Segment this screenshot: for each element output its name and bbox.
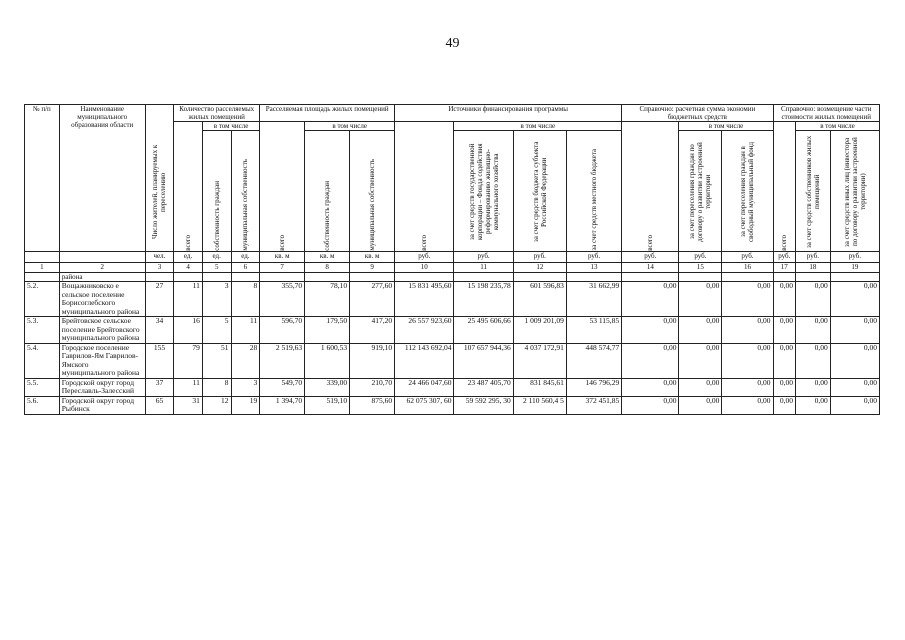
value-cell: 0,00 [773,396,795,414]
value-cell: 0,00 [722,378,773,396]
value-cell: 0,00 [722,343,773,378]
value-cell: 8 [231,282,260,317]
units-row [25,252,880,263]
value-cell: 53 115,85 [566,317,621,344]
col-number: 8 [305,263,350,273]
col-number: 10 [395,263,454,273]
header-comp-total: всего [773,122,795,252]
unit-cell: кв. м [350,252,395,263]
page-number: 49 [445,36,460,51]
unit-cell: руб. [395,252,454,263]
row-number: 5.6. [25,396,60,414]
municipality-name: Городское поселение Гаврилов-Ям Гаврилов-Ямского муниципального района [59,343,145,378]
header-econ-b: за счет переселения граждан в свободный муниципальный фонд [722,131,773,252]
header-area-total: всего [260,122,305,252]
value-cell: 0,00 [830,396,879,414]
header-area-group: Расселяемая площадь жилых помещений [260,105,395,122]
value-cell: 0,00 [622,396,679,414]
header-count-citizen: собственность граждан [202,131,231,252]
municipality-name: Вощажниковско е сельское поселение Борисоглебского муниципального района [59,282,145,317]
value-cell: 0,00 [679,282,722,317]
unit-cell: ед. [231,252,260,263]
table-row [25,282,880,317]
col-number: 12 [513,263,566,273]
value-cell: 26 557 923,60 [395,317,454,344]
header-econ-incl: в том числе [679,122,773,131]
value-cell: 0,00 [830,282,879,317]
value-cell: 51 [202,343,231,378]
value-cell: 355,70 [260,282,305,317]
header-num: № п/п [25,105,60,252]
value-cell: 3 [202,282,231,317]
value-cell: 0,00 [679,343,722,378]
value-cell: 0,00 [796,396,831,414]
row-number: 5.3. [25,317,60,344]
header-econ-a: за счет переселения граждан по договору о развитии застроенной территории [679,131,722,252]
unit-cell: кв. м [260,252,305,263]
unit-cell: руб. [566,252,621,263]
value-cell: 549,70 [260,378,305,396]
value-cell: 0,00 [830,317,879,344]
value-cell: 277,60 [350,282,395,317]
table-row [25,378,880,396]
value-cell: 601 596,83 [513,282,566,317]
value-cell: 1 009 201,09 [513,317,566,344]
value-cell: 0,00 [679,396,722,414]
carry-text: района [59,273,145,282]
value-cell: 3 [231,378,260,396]
value-cell: 0,00 [773,317,795,344]
value-cell: 23 487 405,70 [454,378,513,396]
value-cell: 417,20 [350,317,395,344]
unit-cell: ед. [202,252,231,263]
unit-cell: кв. м [305,252,350,263]
header-name: Наименование муниципального образования области [59,105,145,252]
unit-cell: руб. [679,252,722,263]
col-number: 6 [231,263,260,273]
value-cell: 27 [145,282,174,317]
header-econ-total: всего [622,122,679,252]
header-comp-a: за счет средств собственников жилых помещений [796,131,831,252]
unit-cell: руб. [513,252,566,263]
value-cell: 11 [231,317,260,344]
value-cell: 0,00 [722,317,773,344]
col-number: 7 [260,263,305,273]
value-cell: 15 831 495,60 [395,282,454,317]
value-cell: 0,00 [679,378,722,396]
column-numbers-row [25,263,880,273]
value-cell: 372 451,85 [566,396,621,414]
value-cell: 11 [174,378,203,396]
value-cell: 0,00 [622,317,679,344]
value-cell: 28 [231,343,260,378]
header-area-incl: в том числе [305,122,395,131]
value-cell: 519,10 [305,396,350,414]
value-cell: 37 [145,378,174,396]
row-number: 5.5. [25,378,60,396]
value-cell: 0,00 [773,282,795,317]
value-cell: 59 592 295, 30 [454,396,513,414]
value-cell: 62 075 307, 60 [395,396,454,414]
value-cell: 11 [174,282,203,317]
value-cell: 0,00 [622,282,679,317]
header-count-municipal: муниципальная собственность [231,131,260,252]
value-cell: 79 [174,343,203,378]
unit-cell: руб. [773,252,795,263]
value-cell: 0,00 [830,343,879,378]
value-cell: 0,00 [796,343,831,378]
value-cell: 31 [174,396,203,414]
value-cell: 448 574,77 [566,343,621,378]
unit-cell: руб. [454,252,513,263]
header-src-fund: за счет средств государственной корпорации – Фонда содействия реформированию жилищно-коммунального хозяйства [454,131,513,252]
value-cell: 107 657 944,36 [454,343,513,378]
col-number: 15 [679,263,722,273]
header-sources-incl: в том числе [454,122,622,131]
row-number: 5.2. [25,282,60,317]
value-cell: 78,10 [305,282,350,317]
col-number: 13 [566,263,621,273]
unit-cell: руб. [796,252,831,263]
unit-cell: руб. [622,252,679,263]
value-cell: 919,10 [350,343,395,378]
value-cell: 0,00 [722,396,773,414]
header-residents: Число жителей, планируемых к переселению [145,105,174,252]
value-cell: 0,00 [679,317,722,344]
col-number: 5 [202,263,231,273]
unit-cell: руб. [830,252,879,263]
value-cell: 8 [202,378,231,396]
value-cell: 0,00 [622,343,679,378]
col-number: 19 [830,263,879,273]
value-cell: 0,00 [773,343,795,378]
col-number: 3 [145,263,174,273]
municipality-name: Брейтовское сельское поселение Брейтовского муниципального района [59,317,145,344]
header-src-region: за счет средств бюджета субъекта Российской Федерации [513,131,566,252]
value-cell: 25 495 606,66 [454,317,513,344]
value-cell: 0,00 [830,378,879,396]
table-row [25,317,880,344]
value-cell: 1 394,70 [260,396,305,414]
value-cell: 2 519,63 [260,343,305,378]
row-number: 5.4. [25,343,60,378]
value-cell: 24 466 047,60 [395,378,454,396]
header-econ-group: Справочно: расчетная сумма экономии бюджетных средств [622,105,773,122]
unit-cell: ед. [174,252,203,263]
value-cell: 15 198 235,78 [454,282,513,317]
value-cell: 4 037 172,91 [513,343,566,378]
col-number: 1 [25,263,60,273]
value-cell: 19 [231,396,260,414]
header-sources-group: Источники финансирования программы [395,105,622,122]
value-cell: 0,00 [773,378,795,396]
header-count-total: всего [174,122,203,252]
resettlement-table [24,104,880,415]
value-cell: 1 600,53 [305,343,350,378]
value-cell: 875,60 [350,396,395,414]
unit-cell: чел. [145,252,174,263]
header-count-incl: в том числе [202,122,259,131]
col-number: 18 [796,263,831,273]
header-comp-group: Справочно: возмещение части стоимости жилых помещений [773,105,879,122]
header-src-local: за счет средств местного бюджета [566,131,621,252]
header-comp-b: за счет средств иных лиц (инвестора по договору о развитии застроенной территории) [830,131,879,252]
value-cell: 16 [174,317,203,344]
table-row [25,343,880,378]
value-cell: 5 [202,317,231,344]
value-cell: 831 845,61 [513,378,566,396]
value-cell: 0,00 [796,378,831,396]
value-cell: 155 [145,343,174,378]
col-number: 11 [454,263,513,273]
value-cell: 0,00 [622,378,679,396]
value-cell: 65 [145,396,174,414]
unit-cell: руб. [722,252,773,263]
value-cell: 34 [145,317,174,344]
value-cell: 2 110 560,4 5 [513,396,566,414]
value-cell: 146 796,29 [566,378,621,396]
col-number: 4 [174,263,203,273]
value-cell: 179,50 [305,317,350,344]
value-cell: 0,00 [722,282,773,317]
value-cell: 12 [202,396,231,414]
header-comp-incl: в том числе [796,122,880,131]
value-cell: 112 143 692,04 [395,343,454,378]
municipality-name: Городской округ город Рыбинск [59,396,145,414]
col-number: 16 [722,263,773,273]
col-number: 17 [773,263,795,273]
carry-over-row [25,273,880,282]
value-cell: 339,00 [305,378,350,396]
value-cell: 31 662,99 [566,282,621,317]
value-cell: 0,00 [796,282,831,317]
municipality-name: Городской округ город Переславль-Залесский [59,378,145,396]
value-cell: 596,70 [260,317,305,344]
col-number: 2 [59,263,145,273]
col-number: 14 [622,263,679,273]
value-cell: 0,00 [796,317,831,344]
value-cell: 210,70 [350,378,395,396]
table-row [25,396,880,414]
header-area-municipal: муниципальная собственность [350,131,395,252]
header-count-group: Количество расселяемых жилых помещений [174,105,260,122]
col-number: 9 [350,263,395,273]
header-area-citizen: собственность граждан [305,131,350,252]
header-sources-total: всего [395,122,454,252]
